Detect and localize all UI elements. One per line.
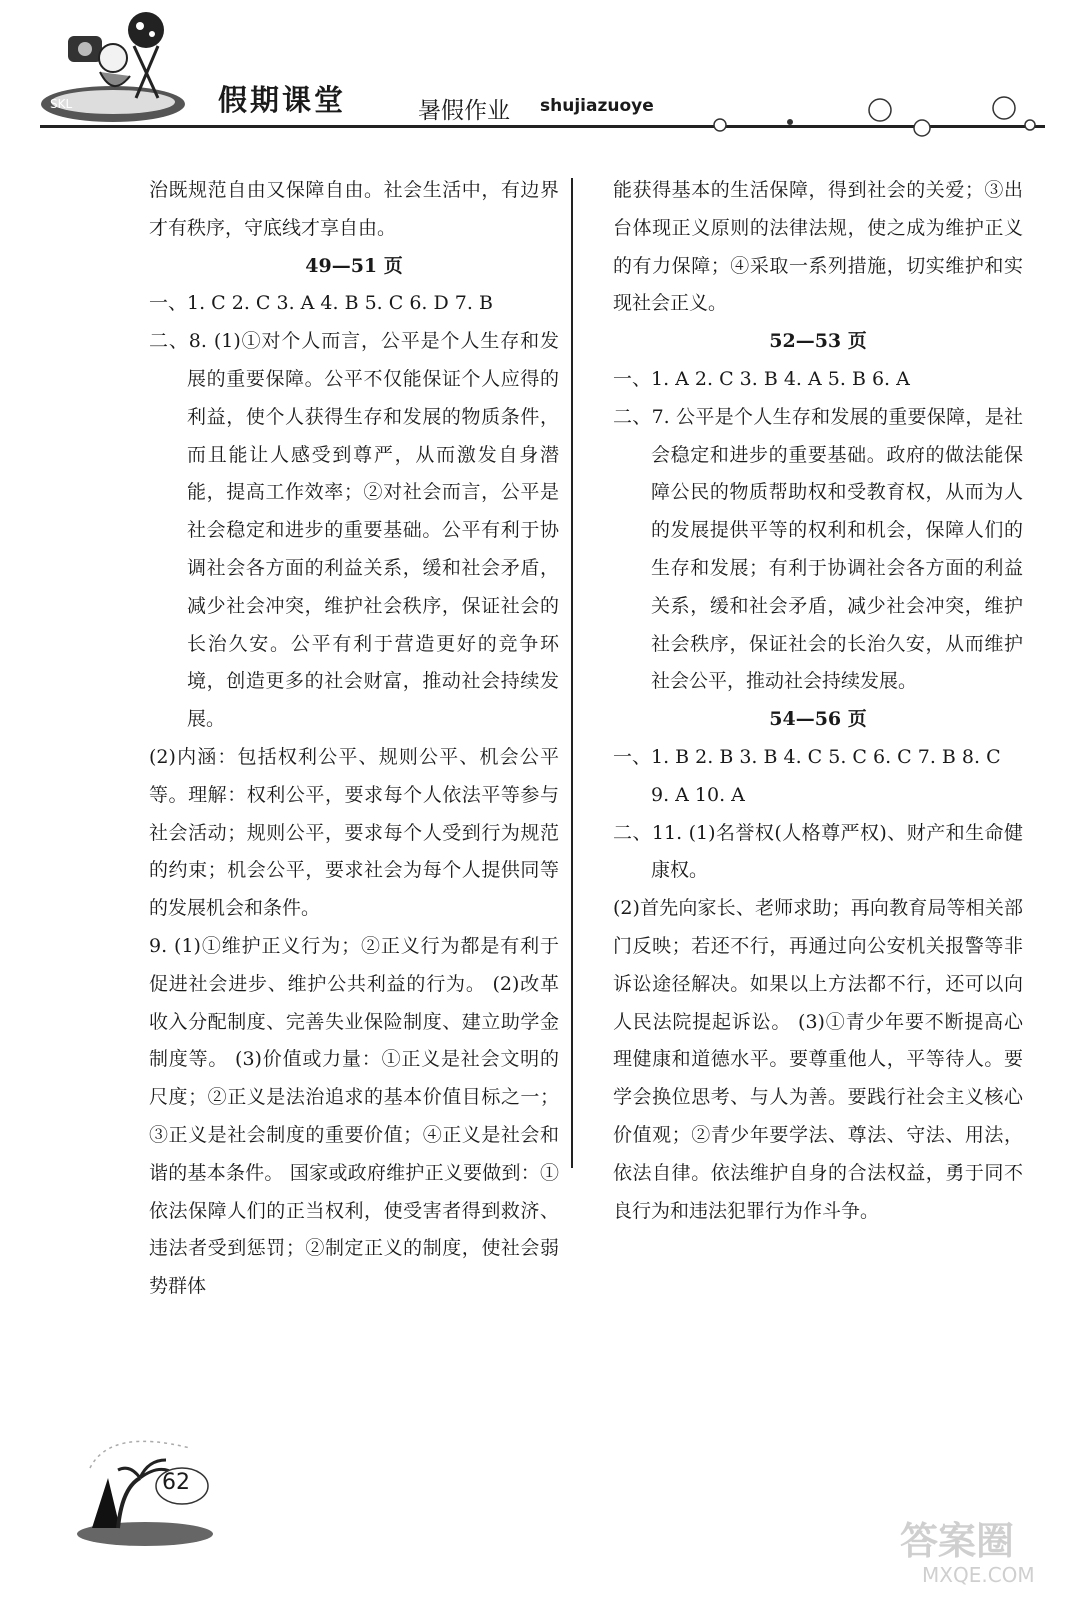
watermark-url: MXQE.COM <box>922 1563 1035 1587</box>
question-7: 二、7. 公平是个人生存和发展的重要保障，是社会稳定和进步的重要基础。政府的做法能保障公民的物质帮助权和受教育权，从而为人的发展提供平等的权利和机会，保障人们的生存和发展；有利于协调社会各方面的利益关系，缓和社会矛盾，减少社会冲突，维护社会秩序，保证社会的长治久安，从而维护社会公平，推动社会持续发展。 <box>613 405 1023 693</box>
question-8-part-1: 二、8. (1)①对个人而言，公平是个人生存和发展的重要保障。公平不仅能保证个人应得的利益，使个人获得生存和发展的物质条件，而且能让人感受到尊严，从而激发自身潜能，提高工作效率；②对社会而言，公平是社会稳定和进步的重要基础。公平有利于协调社会各方面的利益关系，缓和社会矛盾，减少社会冲突，维护社会秩序，保证社会的长治久安。公平有利于营造更好的竞争环境，创造更多的社会财富，推动社会持续发展。 <box>149 330 559 731</box>
section-heading-49-51: 49—51 页 <box>305 254 403 277</box>
question-11-part-1: 二、11. (1)名誉权(人格尊严权)、财产和生命健康权。 <box>613 821 1023 882</box>
brand-subtitle: 暑假作业 <box>418 98 510 124</box>
intro-paragraph: 治既规范自由又保障自由。社会生活中，有边界才有秩序，守底线才享自由。 <box>149 179 559 239</box>
brand-title: 假期课堂 <box>218 83 347 117</box>
section-heading-52-53: 52—53 页 <box>769 330 867 353</box>
page-header <box>0 0 1090 140</box>
svg-text:SKL: SKL <box>50 97 73 111</box>
question-9: 9. (1)①维护正义行为；②正义行为都是有利于促进社会进步、维护公共利益的行为。 (2)改革收入分配制度、完善失业保险制度、建立助学金制度等。 (3)价值或力量：①正义是社会文明的尺度；②正义是法治追求的基本价值目标之一；③正义是社会制度的重要价值；④正义是社会和谐的基本条件。 国家或政府维护正义要做到：①依法保障人们的正当权利，使受害者得到救济、违法者受到惩罚；②制定正义的制度，使社会弱势群体 <box>149 934 559 1298</box>
choice-answers-54-56-row-2: 9. A 10. A <box>651 783 745 806</box>
question-8-part-2: (2)内涵：包括权利公平、规则公平、机会公平等。理解：权利公平，要求每个人依法平等参与社会活动；规则公平，要求每个人受到行为规范的约束；机会公平，要求社会为每个人提供同等的发展机会和条件。 <box>149 745 559 920</box>
left-column <box>149 172 559 1306</box>
watermark-logo-icon <box>880 1510 1070 1590</box>
page-number: 62 <box>162 1470 190 1495</box>
cartoon-logo-icon <box>38 6 188 124</box>
section-heading-54-56: 54—56 页 <box>769 708 867 731</box>
right-column <box>613 172 1023 1230</box>
question-11-part-2: (2)首先向家长、老师求助；再向教育局等相关部门反映；若还不行，再通过向公安机关报警等非诉讼途径解决。如果以上方法都不行，还可以向人民法院提起诉讼。 (3)①青少年要不断提高心理健康和道德水平。要尊重他人，平等待人。要学会换位思考、与人为善。要践行社会主义核心价值观；②青少年要学法、尊法、守法、用法，依法自律。依法维护自身的合法权益，勇于同不良行为和违法犯罪行为作斗争。 <box>613 897 1023 1222</box>
watermark-text: 答案圈 <box>900 1519 1015 1563</box>
bubble-decoration-icon <box>700 92 1045 137</box>
choice-answers-54-56-row-1: 一、1. B 2. B 3. B 4. C 5. C 6. C 7. B 8. C <box>613 745 1001 768</box>
choice-answers-52-53: 一、1. A 2. C 3. B 4. A 5. B 6. A <box>613 367 910 390</box>
column-divider <box>571 178 573 1168</box>
continuation-paragraph: 能获得基本的生活保障，得到社会的关爱；③出台体现正义原则的法律法规，使之成为维护正义的有力保障；④采取一系列措施，切实维护和实现社会正义。 <box>613 179 1023 315</box>
choice-answers-49-51: 一、1. C 2. C 3. A 4. B 5. C 6. D 7. B <box>149 292 493 315</box>
brand-pinyin: shujiazuoye <box>540 96 654 116</box>
